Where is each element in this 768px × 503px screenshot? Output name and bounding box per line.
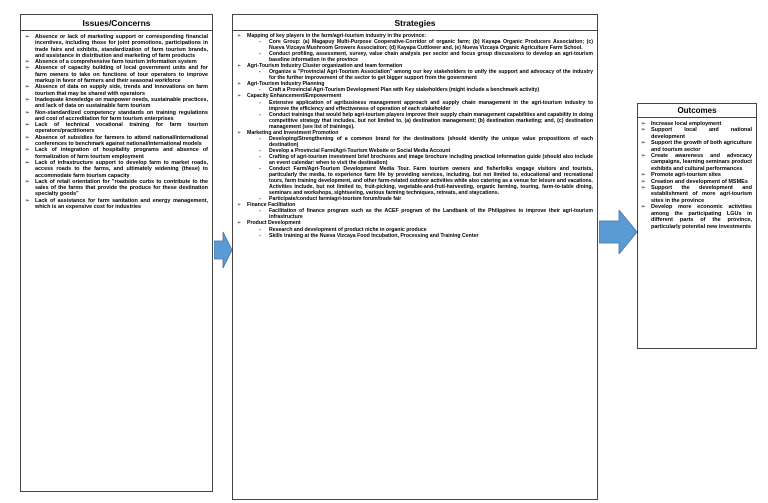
issue-item: ➢ Absence of capacity building of local government units and for farm owners to take on functions of tour operators to improve markup in favor of farmers and their seasonal workforce [25, 65, 208, 84]
strategy-sub-item: - Research and development of product niche in organic produce [259, 227, 593, 233]
strategy-sub-item: - Participate/conduct farm/agri-tourism forum/trade fair [259, 196, 593, 202]
strategy-heading: ➢ Capacity Enhancement/Empowerment [247, 93, 593, 99]
strategy-sub-item: - Conduct Farm/Agri-Tourism Development Media Tour. Farm tourism owners and fisherfolks engage visitors and tourists, particularly the media, to experience farm life by providing services, including, but not limited to, educational and recreational tours, farm training development, and other farm-related outdoor activities while also catering as a venue for leisure and vacations. Activities include, but not limited to, fruit-picking, vegetable-and-fruit-harvesting, organic farming, touring, farm-to-table dining, seminars and workshops, sightseeing, various farming techniques, retreats, and staycations. [259, 166, 593, 196]
issues-title: Issues/Concerns [21, 15, 212, 31]
outcome-item: ➢ Promote agri-tourism sites [641, 172, 752, 178]
outcome-item: ➢ Increase local employment [641, 121, 752, 127]
strategy-item [237, 220, 593, 238]
issue-item: ➢ Absence or lack of marketing support or corresponding financial incentives, including those for joint promotions, participations in trade fairs and exhibits, standardization of farm tourism brands, and assistance in distribution and marketing of farm products [25, 34, 208, 59]
strategy-heading: ➢ Finance Facilitation [247, 202, 593, 208]
strategy-item [237, 130, 593, 203]
strategy-sub-item: - Core Group: (a) Magapuy Multi-Purpose Cooperative-Corridor of organic farm; (b) Kayapa Organic Producers Association; (c) Nueva Vizcaya Mushroom Growers Association; (d) Kayapa Cuttlower and, (e) Nueva Vizcaya Organic Agriculture Farm School. [259, 39, 593, 51]
strategy-sub-list [247, 208, 593, 220]
strategy-heading: ➢ Agri-Tourism Industry Cluster organization and team formation [247, 63, 593, 69]
issue-item: ➢ Lack of technical vocational training for farm tourism operators/practitioners [25, 122, 208, 135]
arrow-right-icon [599, 210, 637, 254]
strategy-sub-item: - Craft a Provincial Agri-Tourism Development Plan with Key stakeholders (might include a benchmark activity) [259, 87, 593, 93]
strategy-sub-item: - Conduct profiling, assessment, survey, value chain analysis per sector and focus group discussions to develop an agri-tourism baseline information in the province [259, 51, 593, 63]
outcome-item: ➢ Creation and development of MSMEs [641, 179, 752, 185]
strategy-heading: ➢ Agri-Tourism Industry Planning [247, 81, 593, 87]
issue-item: ➢ Absence of subsidies for farmers to attend national/international conferences to benchmark against national/international models [25, 135, 208, 148]
strategy-sub-item: - Facilitation of finance program such as the ACEF program of the Landbank of the Philippines to improve their agri-tourism infrastructure [259, 208, 593, 220]
outcome-item: ➢ Support the growth of both agriculture and tourism sector [641, 140, 752, 153]
strategy-sub-list [247, 100, 593, 130]
outcomes-title: Outcomes [638, 104, 756, 118]
issue-item: ➢ Lack of retail orientation for "roadside curbs to contribute to the sales of the farms that provide the produce for these destination specialty goods" [25, 179, 208, 198]
strategy-item [237, 81, 593, 93]
strategies-box [232, 14, 598, 500]
strategy-heading: ➢ Marketing and Investment Promotion [247, 130, 593, 136]
strategies-title: Strategies [233, 15, 597, 31]
strategy-sub-item: - Develop a Provincial Farm/Agri-Tourism Website or Social Media Account [259, 148, 593, 154]
strategy-sub-list [247, 227, 593, 239]
strategy-item [237, 202, 593, 220]
issue-item: ➢ Non-standardized competency standards on training regulations and cost of accreditation for farm tourism enterprises [25, 110, 208, 123]
strategy-sub-item: - Conduct trainings that would help agri-tourism players improve their supply chain management capabilities and capability in doing competitive strategy that includes, but not limited to, (a) destination management; (b) destination marketing; and, (c) destination management (see list of trainings). [259, 112, 593, 130]
strategy-sub-list [247, 39, 593, 63]
issue-item: ➢ Lack of integration of hospitality programs and absence of formalization of farm tourism employment [25, 147, 208, 160]
outcome-item: ➢ Support local and national development [641, 127, 752, 140]
strategy-item [237, 33, 593, 63]
outcome-item: ➢ Create awareness and advocacy campaigns, learning seminars product exhibits and cultural performances [641, 153, 752, 172]
strategy-sub-item: - Crafting of agri-tourism investment brief brochures and image brochure including practical information guide (should also include an event calendar: when to visit the destination) [259, 154, 593, 166]
issue-item: ➢ Absence of a comprehensive farm tourism information system [25, 59, 208, 65]
issue-item: ➢ Inadequate knowledge on manpower needs, sustainable practices, and lack of data on sustainable farm tourism [25, 97, 208, 110]
strategy-sub-list [247, 136, 593, 203]
issue-item: ➢ Lack of assistance for farm sanitation and energy management, which is an expensive cost for industries [25, 198, 208, 211]
strategy-sub-list [247, 69, 593, 81]
strategy-sub-item: - Extensive application of agribusiness management approach and supply chain management in the agri-tourism industry to improve the efficiency and effectiveness of operation of each stakeholder [259, 100, 593, 112]
issue-item: ➢ Absence of data on supply side, trends and innovations on farm tourism that may be shared with operators [25, 84, 208, 97]
outcome-item: ➢ Support the development and establishment of more agri-tourism sites in the province [641, 185, 752, 204]
strategy-heading: ➢ Mapping of key players in the farm/agri-tourism industry in the province: [247, 33, 593, 39]
strategies-list [233, 31, 597, 239]
issues-list [21, 31, 212, 210]
strategy-sub-item: - Skills training at the Nueva Vizcaya Food Incubation, Processing and Training Center [259, 233, 593, 239]
outcomes-list [638, 118, 756, 230]
outcomes-box [637, 103, 757, 349]
strategy-sub-item: - Organize a "Provincial Agri-Tourism Association" among our key stakeholders to unify the support and advocacy of the industry for the further improvement of the sector to get bigger support from the government [259, 69, 593, 81]
strategy-item [237, 63, 593, 81]
issues-concerns-box [20, 14, 213, 492]
arrow-right-icon [214, 232, 232, 268]
strategy-sub-item: - Developing/Strengthening of a common brand for the destinations (should identify the unique value propositions of each destination) [259, 136, 593, 148]
strategy-item [237, 93, 593, 129]
outcome-item: ➢ Develop more economic activities among the participating LGUs in different parts of the province, particularly potential new investments [641, 204, 752, 230]
strategy-heading: ➢ Product Development [247, 220, 593, 226]
issue-item: ➢ Lack of infrastructure support to develop farm to market roads, access roads to the farms, and ultimately widening (these) to accommodate farm tourism capacity [25, 160, 208, 179]
